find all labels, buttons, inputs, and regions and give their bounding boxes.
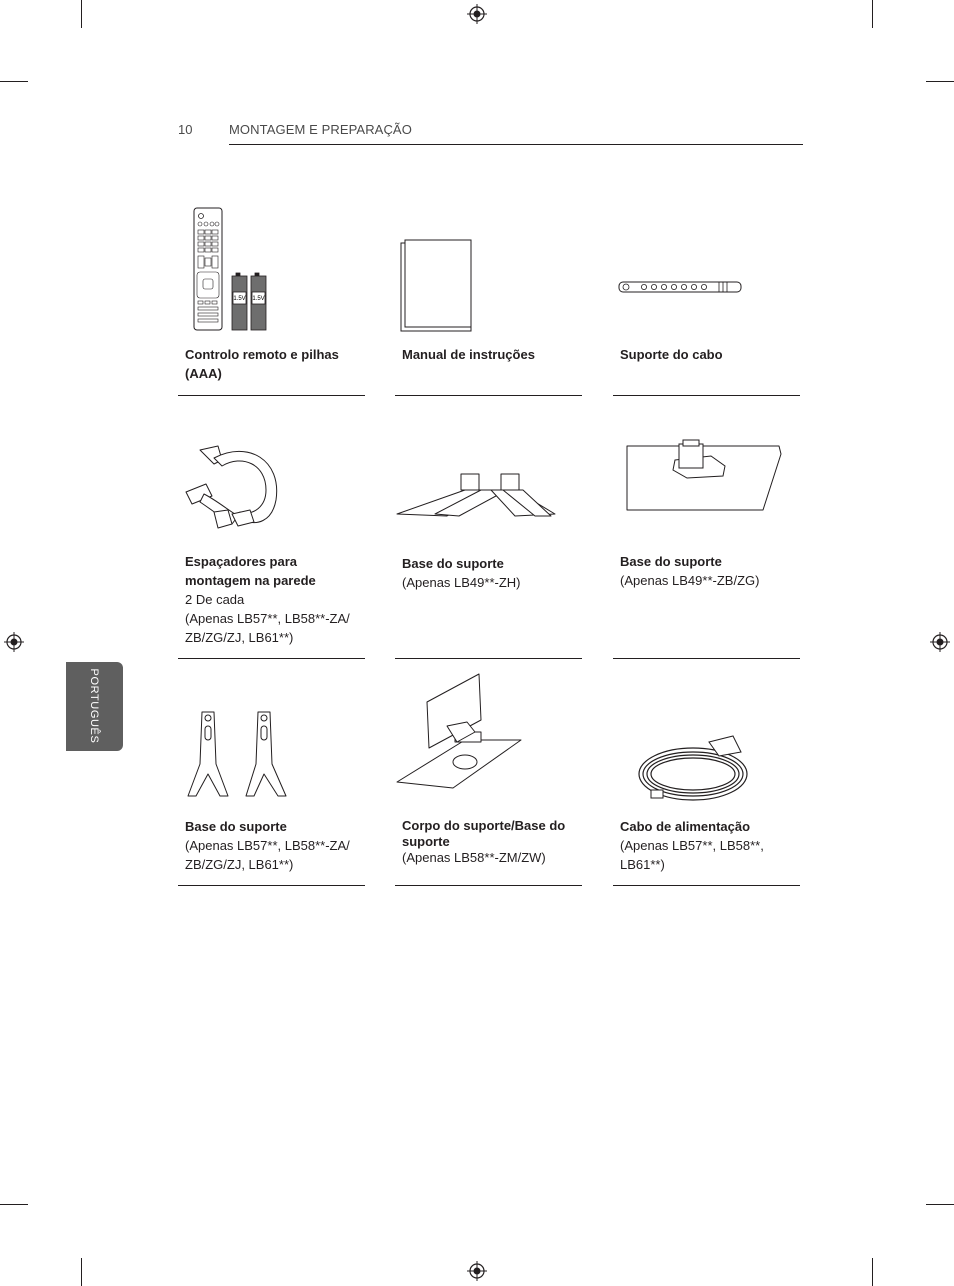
crop-mark — [0, 1204, 28, 1205]
header-divider — [229, 144, 803, 145]
crop-mark — [872, 1258, 873, 1286]
item-title: Manual de instruções — [402, 347, 535, 362]
item-title: Suporte do cabo — [620, 347, 723, 362]
item-title: Corpo do suporte/Base do suporte — [402, 818, 566, 849]
item-divider — [613, 395, 800, 396]
item-subtitle: (Apenas LB58**-ZM/ZW) — [402, 850, 546, 865]
language-tab — [66, 662, 123, 751]
stand-base-plate-icon — [613, 430, 800, 550]
stand-base-icon — [395, 430, 582, 550]
item-subtitle: (Apenas LB49**-ZH) — [402, 575, 521, 590]
item-subtitle: (Apenas LB57**, LB58**-ZA/ ZB/ZG/ZJ, LB61**) — [185, 838, 350, 872]
item-title: Controlo remoto e pilhas (AAA) — [185, 347, 339, 381]
item-divider — [395, 658, 582, 659]
crop-mark — [926, 81, 954, 82]
stand-body-base-icon — [395, 672, 582, 812]
battery-label: 1.5V — [252, 296, 265, 302]
item-title: Base do suporte — [620, 554, 722, 569]
battery-label: 1.5V — [233, 296, 246, 302]
registration-mark-icon — [467, 1261, 487, 1281]
item-divider — [178, 885, 365, 886]
wall-spacer-icon — [178, 430, 365, 550]
crop-mark — [926, 1204, 954, 1205]
item-subtitle: (Apenas LB49**-ZB/ZG) — [620, 573, 760, 588]
item-divider — [395, 395, 582, 396]
page-number: 10 — [178, 122, 193, 137]
item-divider — [395, 885, 582, 886]
item-title: Base do suporte — [402, 556, 504, 571]
item-subtitle: (Apenas LB57**, LB58**, LB61**) — [620, 838, 764, 872]
registration-mark-icon — [4, 632, 24, 652]
crop-mark — [872, 0, 873, 28]
registration-mark-icon — [467, 4, 487, 24]
stand-legs-icon — [178, 700, 365, 810]
cable-holder-icon — [613, 200, 800, 335]
item-title: Cabo de alimentação — [620, 819, 751, 834]
item-divider — [613, 885, 800, 886]
crop-mark — [81, 0, 82, 28]
language-tab-label: PORTUGUÊS — [88, 668, 100, 744]
item-title: Base do suporte — [185, 819, 287, 834]
remote-control-batteries-icon — [178, 200, 365, 335]
crop-mark — [0, 81, 28, 82]
item-divider — [178, 395, 365, 396]
manual-book-icon — [395, 200, 582, 335]
power-cord-icon — [613, 700, 800, 810]
registration-mark-icon — [930, 632, 950, 652]
item-divider — [613, 658, 800, 659]
item-subtitle: 2 De cada (Apenas LB57**, LB58**-ZA/ ZB/ZG/ZJ, LB61**) — [185, 592, 350, 645]
crop-mark — [81, 1258, 82, 1286]
section-title: MONTAGEM E PREPARAÇÃO — [229, 122, 412, 137]
item-title: Espaçadores para montagem na parede — [185, 554, 316, 588]
item-divider — [178, 658, 365, 659]
